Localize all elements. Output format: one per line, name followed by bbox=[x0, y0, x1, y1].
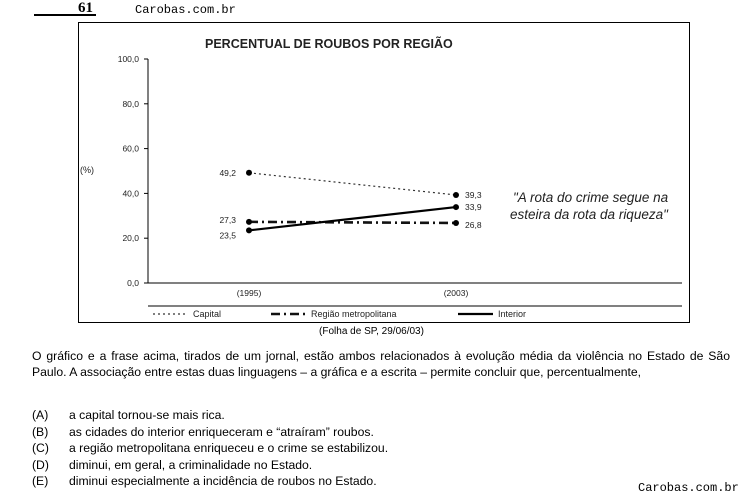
data-point-regiao-metropolitana bbox=[246, 219, 252, 225]
option-text: diminui especialmente a incidência de roubos no Estado. bbox=[69, 474, 377, 489]
data-label: 39,3 bbox=[465, 189, 482, 200]
question-number: 61 bbox=[78, 0, 93, 16]
data-label: 49,2 bbox=[219, 167, 236, 178]
y-tick-label: 80,0 bbox=[122, 98, 139, 109]
option-text: diminui, em geral, a criminalidade no Estado. bbox=[69, 457, 313, 472]
chart-title: PERCENTUAL DE ROUBOS POR REGIÃO bbox=[205, 37, 453, 51]
option-a bbox=[32, 407, 722, 424]
option-b bbox=[32, 424, 722, 441]
site-watermark-bottom: Carobas.com.br bbox=[638, 481, 739, 495]
y-axis-label: (%) bbox=[80, 165, 94, 175]
legend-label-capital: Capital bbox=[193, 309, 222, 319]
series-line-regiao-metropolitana bbox=[249, 222, 456, 223]
option-c bbox=[32, 440, 722, 457]
data-label: 26,8 bbox=[465, 219, 482, 230]
site-watermark-top: Carobas.com.br bbox=[135, 3, 236, 17]
option-letter: (D) bbox=[32, 457, 49, 472]
y-tick-label: 60,0 bbox=[122, 143, 139, 154]
legend-label-interior: Interior bbox=[498, 309, 527, 319]
option-text: a capital tornou-se mais rica. bbox=[69, 408, 225, 422]
data-point-regiao-metropolitana bbox=[453, 220, 459, 226]
x-tick-label: (2003) bbox=[443, 288, 469, 298]
data-label: 27,3 bbox=[219, 214, 236, 225]
y-tick-label: 0,0 bbox=[127, 278, 139, 288]
y-tick-label: 20,0 bbox=[122, 233, 139, 244]
series-line-capital bbox=[249, 173, 456, 195]
data-label: 33,9 bbox=[465, 202, 482, 213]
option-e bbox=[32, 473, 722, 490]
y-tick-label: 100,0 bbox=[117, 54, 139, 64]
data-point-capital bbox=[246, 170, 252, 176]
option-letter: (E) bbox=[32, 474, 49, 489]
data-point-interior bbox=[246, 227, 252, 233]
chart-source: (Folha de SP, 29/06/03) bbox=[319, 326, 424, 337]
chart-annotation: "A rota do crime segue na esteira da rota da riqueza" bbox=[510, 190, 669, 222]
option-text: a região metropolitana enriqueceu e o crime se estabilizou. bbox=[69, 441, 389, 456]
question-stem: O gráfico e a frase acima, tirados de um jornal, estão ambos relacionados à evolução média da violência no Estado de São Paulo. A associação entre estas duas linguagens – a gráfica e a escrita – permite concluir que, percentualmente, bbox=[32, 349, 730, 379]
data-point-capital bbox=[453, 192, 459, 198]
answer-options bbox=[32, 407, 722, 490]
y-tick-label: 40,0 bbox=[122, 188, 139, 199]
roubos-line-chart bbox=[78, 22, 690, 323]
option-letter: (A) bbox=[32, 408, 49, 422]
option-letter: (B) bbox=[32, 424, 49, 439]
data-point-interior bbox=[453, 204, 459, 210]
option-letter: (C) bbox=[32, 441, 49, 456]
option-d bbox=[32, 457, 722, 474]
option-text: as cidades do interior enriqueceram e “atraíram” roubos. bbox=[69, 424, 374, 439]
data-label: 23,5 bbox=[219, 230, 236, 241]
x-tick-label: (1995) bbox=[236, 288, 262, 298]
legend-label-regiao-metropolitana: Região metropolitana bbox=[311, 309, 397, 319]
series-line-interior bbox=[249, 207, 456, 230]
